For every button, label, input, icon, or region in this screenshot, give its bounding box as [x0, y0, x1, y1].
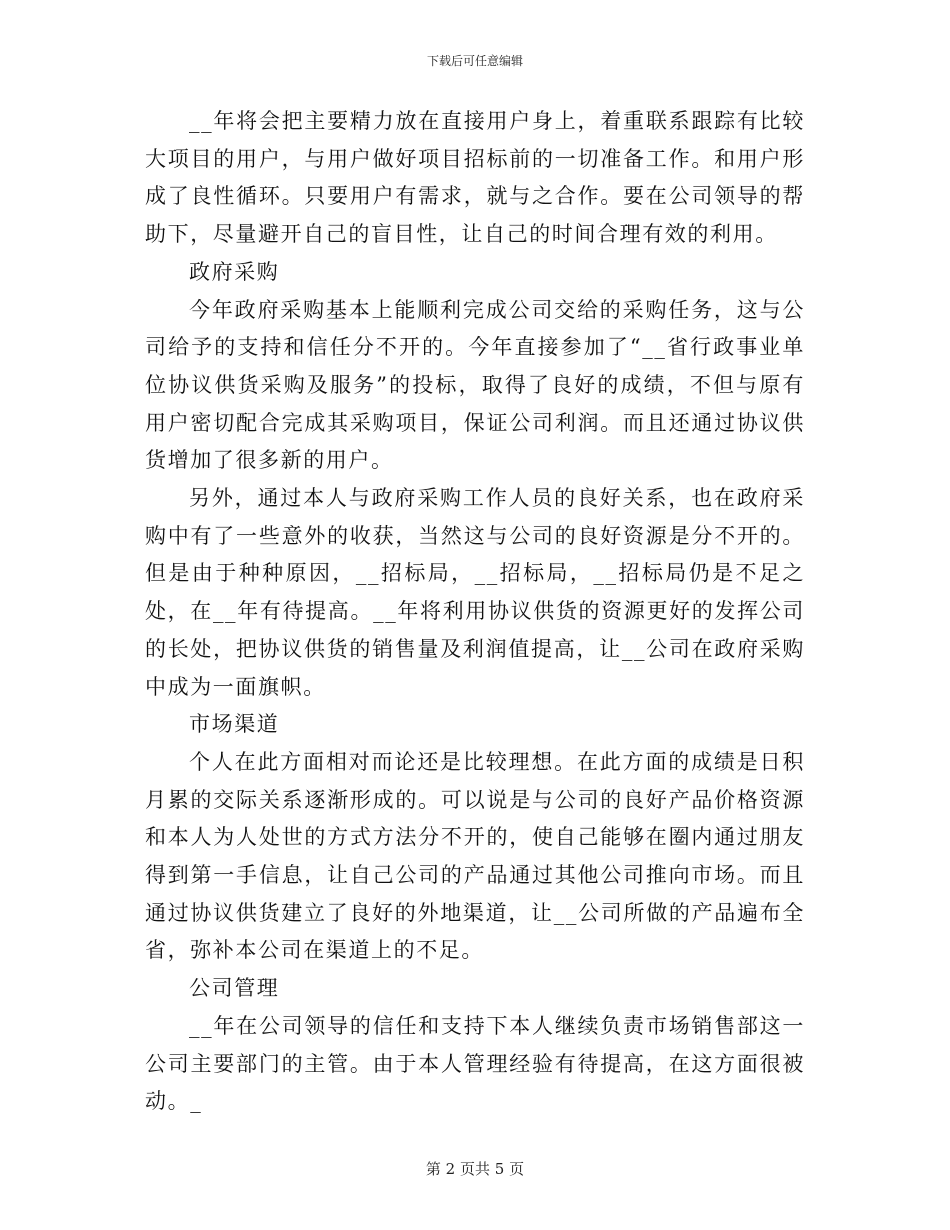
paragraph-government-procurement: 今年政府采购基本上能顺利完成公司交给的采购任务，这与公司给予的支持和信任分不开的。今年直接参加了“__省行政事业单位协议供货采购及服务”的投标，取得了良好的成绩，不但与原有用户密切配合完成其采购项目，保证公司利润。而且还通过协议供货增加了很多新的用户。	[145, 297, 805, 473]
page-number-footer: 第 2 页共 5 页	[425, 1160, 525, 1178]
paragraph-user-focus: __年将会把主要精力放在直接用户身上，着重联系跟踪有比较大项目的用户，与用户做好项目招标前的一切准备工作。和用户形成了良性循环。只要用户有需求，就与之合作。要在公司领导的帮助下，尽量避开自己的盲目性，让自己的时间合理有效的利用。	[145, 109, 805, 247]
section-heading-market-channels: 市场渠道	[189, 712, 280, 737]
paragraph-company-management: __年在公司领导的信任和支持下本人继续负责市场销售部这一公司主要部门的主管。由于本人管理经验有待提高，在这方面很被动。_	[145, 1013, 805, 1114]
paragraph-procurement-outlook: 另外，通过本人与政府采购工作人员的良好关系，也在政府采购中有了一些意外的收获，当然这与公司的良好资源是分不开的。但是由于种种原因，__招标局，__招标局，__招标局仍是不足之处，在__年有待提高。__年将利用协议供货的资源更好的发挥公司的长处，把协议供货的销售量及利润值提高，让__公司在政府采购中成为一面旗帜。	[145, 486, 805, 699]
document-body	[145, 103, 805, 1121]
section-heading-company-management: 公司管理	[189, 976, 280, 1001]
page-header: 下载后可任意编辑	[426, 54, 523, 68]
paragraph-market-channels: 个人在此方面相对而论还是比较理想。在此方面的成绩是日积月累的交际关系逐渐形成的。可以说是与公司的良好产品价格资源和本人为人处世的方式方法分不开的，使自己能够在圈内通过朋友得到第一手信息，让自己公司的产品通过其他公司推向市场。而且通过协议供货建立了良好的外地渠道，让__公司所做的产品遍布全省，弥补本公司在渠道上的不足。	[145, 749, 805, 963]
section-heading-government-procurement: 政府采购	[189, 259, 280, 284]
